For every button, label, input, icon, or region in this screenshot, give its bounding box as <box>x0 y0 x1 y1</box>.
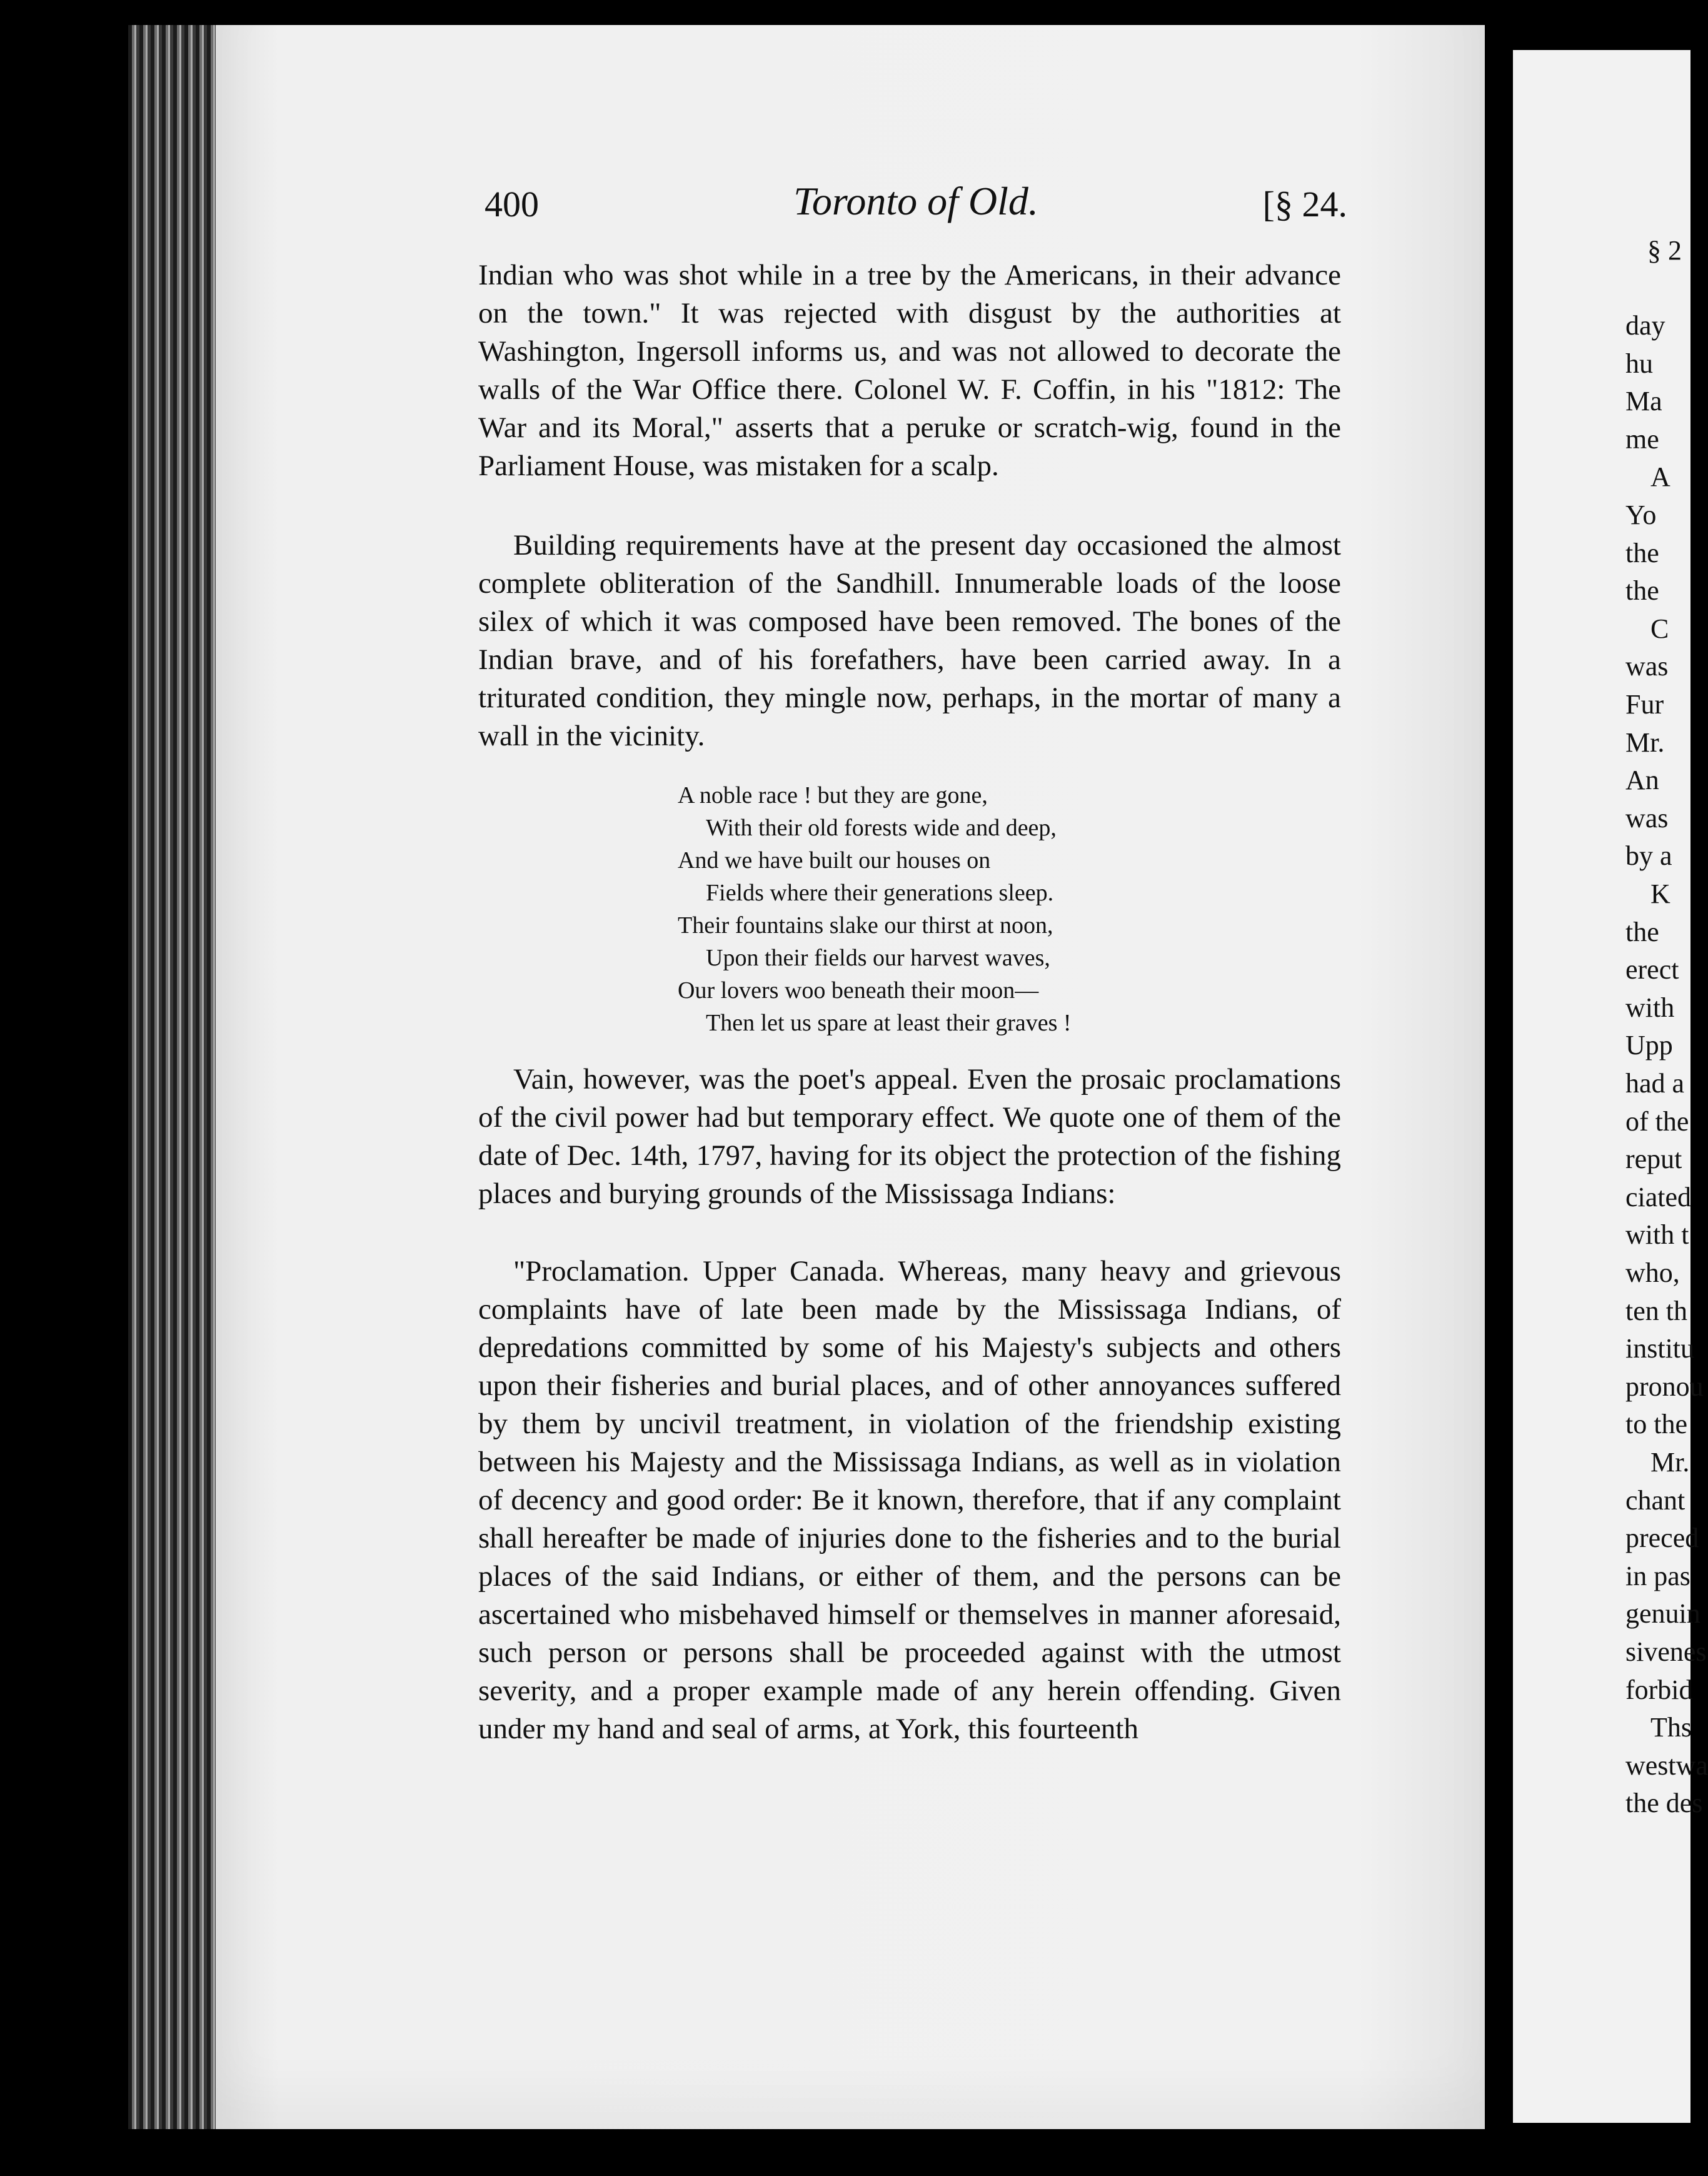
right-page-line: pronou <box>1625 1371 1704 1402</box>
right-page-line: the <box>1625 537 1659 568</box>
poem-line: A noble race ! but they are gone, <box>678 782 988 808</box>
proclamation-paragraph: "Proclamation. Upper Canada. Whereas, many heavy and grievous complaints have of late been made by the Mississaga Indians, of depredations committed by some of his Majesty's subjects and others upon their fisheries and burial places, and of other annoyances suffered by them by uncivil treatment, in violation of the friendship existing between his Majesty and the Mississaga Indians, as well as in violation of decency and good order: Be it known, therefore, that if any complaint shall hereafter be made of injuries done to the fisheries and to the burial places of the said Indians, or either of them, and the persons can be ascertained who misbehaved himself or themselves in manner aforesaid, such person or persons shall be proceeded against with the utmost severity, and a proper example made of any herein offending. Given under my hand and seal of arms, at York, this fourteenth <box>478 1255 1341 1745</box>
right-page-line: Upp <box>1625 1030 1673 1061</box>
right-page-line: the <box>1625 916 1659 947</box>
right-page-line: Fur <box>1625 689 1664 720</box>
book-page-edges <box>128 25 228 2129</box>
right-page-line: C <box>1650 613 1669 644</box>
right-page-line: was <box>1625 802 1669 834</box>
right-page-line: ten th <box>1625 1295 1687 1326</box>
right-page-line: with <box>1625 992 1675 1023</box>
right-page-line: westwa <box>1625 1750 1708 1781</box>
poem-line: Then let us spare at least their graves ! <box>706 1010 1072 1036</box>
right-page-line: had a <box>1625 1068 1685 1099</box>
right-page-line: Mr. <box>1625 727 1665 758</box>
right-page-line: genuin <box>1625 1598 1700 1629</box>
poem-line: Upon their fields our harvest waves, <box>706 945 1050 971</box>
right-page-line: of the <box>1625 1106 1689 1137</box>
paragraph-3: Vain, however, was the poet's appeal. Even the prosaic proclamations of the civil power had but temporary effect. We quote one of them of the date of Dec. 14th, 1797, having for its object the protection of the fishing places and burying grounds of the Mississaga Indians: <box>478 1063 1341 1210</box>
right-page-line: Mr. <box>1650 1447 1690 1478</box>
right-page-line: sivenes <box>1625 1636 1707 1667</box>
right-page-line: was <box>1625 651 1669 682</box>
poem-line: Their fountains slake our thirst at noon, <box>678 912 1053 939</box>
paragraph-1: Indian who was shot while in a tree by the Americans, in their advance on the town." It was rejected with disgust by the authorities at Washington, Ingersoll informs us, and was not allowed to decorate the walls of the War Office there. Colonel W. F. Coffin, in his "1812: The War and its Moral," asserts that a peruke or scratch-wig, found in the Parliament House, was mistaken for a scalp. <box>478 259 1341 482</box>
right-page-line: forbid <box>1625 1674 1693 1705</box>
right-page-line: chant <box>1625 1484 1685 1516</box>
right-page-line: erect <box>1625 954 1679 985</box>
right-page-line: institu <box>1625 1333 1695 1364</box>
right-page-line: ciated <box>1625 1181 1692 1212</box>
right-page-line: A <box>1650 461 1670 493</box>
section-marker: [§ 24. <box>1262 184 1347 224</box>
poem-line: With their old forests wide and deep, <box>706 815 1057 841</box>
poem <box>678 779 1072 1039</box>
right-page-line: me <box>1625 423 1659 455</box>
right-page-line: hu <box>1625 348 1653 379</box>
poem-line: Fields where their generations sleep. <box>706 880 1054 906</box>
right-page-line: reput <box>1625 1144 1682 1175</box>
right-page-line: K <box>1650 879 1670 909</box>
right-page-line: the <box>1625 575 1659 607</box>
right-page-line: to the <box>1625 1409 1687 1440</box>
right-page-line: An <box>1625 765 1659 796</box>
running-title: Toronto of Old. <box>793 179 1038 223</box>
right-page-line: by a <box>1625 840 1672 872</box>
right-page-line: day <box>1625 310 1665 341</box>
poem-line: Our lovers woo beneath their moon— <box>678 977 1039 1004</box>
right-page-line: the des <box>1625 1788 1703 1819</box>
poem-line: And we have built our houses on <box>678 847 991 874</box>
right-page-header: § 2 <box>1647 235 1682 266</box>
page-header <box>485 178 1347 241</box>
page-number: 400 <box>485 184 539 224</box>
right-page-line: Yo <box>1625 500 1657 530</box>
right-page-line: in pas <box>1625 1560 1690 1591</box>
right-page-line: Ma <box>1625 386 1662 417</box>
right-page-line: who, <box>1625 1257 1680 1288</box>
right-page-line: with t <box>1625 1219 1689 1251</box>
right-page-line: Ths <box>1650 1712 1692 1743</box>
paragraph-2: Building requirements have at the present day occasioned the almost complete obliteration of the Sandhill. Innumerable loads of the loose silex of which it was composed have been removed. The bones of the Indian brave, and of his forefathers, have been carried away. In a triturated condition, they mingle now, perhaps, in the mortar of many a wall in the vicinity. <box>478 529 1341 752</box>
right-page-line: preced <box>1625 1523 1699 1554</box>
